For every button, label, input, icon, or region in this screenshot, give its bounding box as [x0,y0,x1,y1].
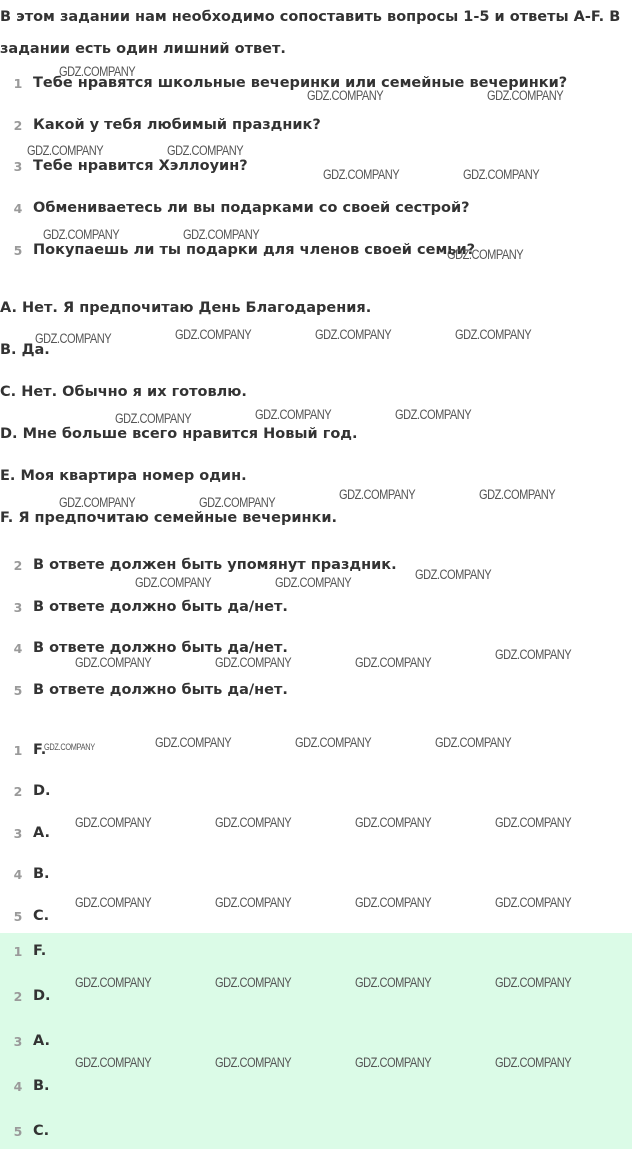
final-answer: D. [33,988,51,1004]
hint-text: В ответе должно быть да/нет. [33,682,288,698]
answer-option: B. Да. [0,342,50,358]
watermark: GDZ.COMPANY [255,407,332,422]
watermark: GDZ.COMPANY [167,143,244,158]
watermark: GDZ.COMPANY [27,143,104,158]
watermark: GDZ.COMPANY [355,815,432,830]
answer-option: E. Моя квартира номер один. [0,468,247,484]
final-answer: B. [33,1078,50,1094]
answer-option: D. Мне больше всего нравится Новый год. [0,426,358,442]
answer-option: F. Я предпочитаю семейные вечеринки. [0,510,338,526]
watermark: GDZ.COMPANY [463,167,540,182]
watermark: GDZ.COMPANY [355,975,432,990]
watermark: GDZ.COMPANY [215,1055,292,1070]
hint-number: 3 [13,600,23,615]
question-number: 1 [13,76,23,91]
final-number: 5 [13,1124,23,1139]
watermark: GDZ.COMPANY [59,64,136,79]
work-number: 1 [13,743,23,758]
final-answer: A. [33,1033,50,1049]
final-number: 3 [13,1034,23,1049]
watermark: GDZ.COMPANY [59,495,136,510]
watermark: GDZ.COMPANY [479,487,556,502]
question-text: Какой у тебя любимый праздник? [33,117,321,133]
work-number: 2 [13,784,23,799]
watermark: GDZ.COMPANY [183,227,260,242]
watermark: GDZ.COMPANY [495,1055,572,1070]
watermark: GDZ.COMPANY [43,227,120,242]
watermark: GDZ.COMPANY [75,895,152,910]
final-number: 4 [13,1079,23,1094]
intro-line-2: задании есть один лишний ответ. [0,41,286,57]
work-answer: B. [33,866,50,882]
work-answer: F. [33,742,47,758]
answer-option: A. Нет. Я предпочитаю День Благодарения. [0,300,372,316]
question-number: 5 [13,243,23,258]
watermark: GDZ.COMPANY [495,975,572,990]
watermark: GDZ.COMPANY [415,567,492,582]
answer-option: C. Нет. Обычно я их готовлю. [0,384,247,400]
watermark: GDZ.COMPANY [215,895,292,910]
question-number: 3 [13,159,23,174]
work-number: 4 [13,867,23,882]
watermark: GDZ.COMPANY [495,815,572,830]
question-text: Покупаешь ли ты подарки для членов своей семьи? [33,242,476,258]
work-answer: A. [33,825,50,841]
watermark: GDZ.COMPANY [175,327,252,342]
watermark: GDZ.COMPANY [215,975,292,990]
watermark: GDZ.COMPANY [355,895,432,910]
question-text: Тебе нравится Хэллоуин? [33,158,248,174]
watermark: GDZ.COMPANY [355,655,432,670]
final-answer: C. [33,1123,50,1139]
hint-text: В ответе должно быть да/нет. [33,640,288,656]
question-number: 2 [13,118,23,133]
work-answer: D. [33,783,51,799]
watermark: GDZ.COMPANY [115,411,192,426]
watermark: GDZ.COMPANY [315,327,392,342]
hint-number: 4 [13,641,23,656]
watermark: GDZ.COMPANY [44,742,95,752]
hint-text: В ответе должен быть упомянут праздник. [33,557,397,573]
watermark: GDZ.COMPANY [323,167,400,182]
watermark: GDZ.COMPANY [275,575,352,590]
watermark: GDZ.COMPANY [307,88,384,103]
hint-number: 2 [13,558,23,573]
watermark: GDZ.COMPANY [487,88,564,103]
question-text: Обмениваетесь ли вы подарками со своей сестрой? [33,200,470,216]
intro-line-1: В этом задании нам необходимо сопоставить вопросы 1-5 и ответы A-F. В [0,9,621,25]
final-answer: F. [33,943,47,959]
watermark: GDZ.COMPANY [355,1055,432,1070]
watermark: GDZ.COMPANY [455,327,532,342]
watermark: GDZ.COMPANY [215,815,292,830]
watermark: GDZ.COMPANY [447,247,524,262]
final-answer-highlight [0,933,632,1149]
watermark: GDZ.COMPANY [135,575,212,590]
hint-text: В ответе должно быть да/нет. [33,599,288,615]
final-number: 2 [13,989,23,1004]
watermark: GDZ.COMPANY [215,655,292,670]
watermark: GDZ.COMPANY [35,331,112,346]
watermark: GDZ.COMPANY [199,495,276,510]
watermark: GDZ.COMPANY [295,735,372,750]
watermark: GDZ.COMPANY [75,1055,152,1070]
watermark: GDZ.COMPANY [75,655,152,670]
hint-number: 5 [13,683,23,698]
final-number: 1 [13,944,23,959]
watermark: GDZ.COMPANY [75,975,152,990]
watermark: GDZ.COMPANY [155,735,232,750]
question-number: 4 [13,201,23,216]
watermark: GDZ.COMPANY [75,815,152,830]
work-number: 3 [13,826,23,841]
watermark: GDZ.COMPANY [435,735,512,750]
work-answer: C. [33,908,50,924]
watermark: GDZ.COMPANY [395,407,472,422]
watermark: GDZ.COMPANY [339,487,416,502]
watermark: GDZ.COMPANY [495,647,572,662]
work-number: 5 [13,909,23,924]
watermark: GDZ.COMPANY [495,895,572,910]
question-text: Тебе нравятся школьные вечеринки или семейные вечеринки? [33,75,568,91]
